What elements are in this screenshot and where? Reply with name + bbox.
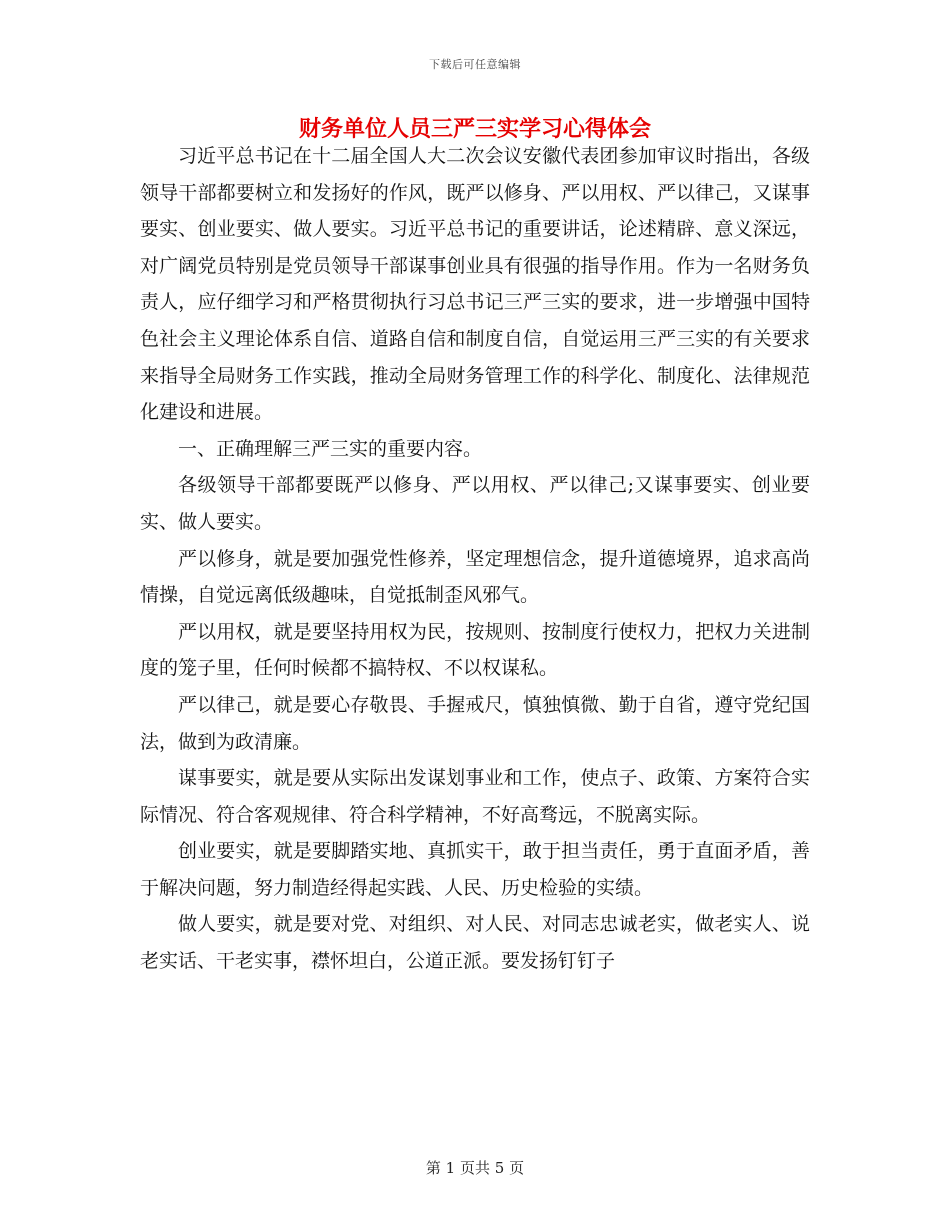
paragraph: 习近平总书记在十二届全国人大二次会议安徽代表团参加审议时指出，各级领导干部都要树立和发扬好的作风，既严以修身、严以用权、严以律己，又谋事要实、创业要实、做人要实。习近平总书记的重要讲话，论述精辟、意义深远，对广阔党员特别是党员领导干部谋事创业具有很强的指导作用。作为一名财务负责人，应仔细学习和严格贯彻执行习总书记三严三实的要求，进一步增强中国特色社会主义理论体系自信、道路自信和制度自信，自觉运用三严三实的有关要求来指导全局财务工作实践，推动全局财务管理工作的科学化、制度化、法律规范化建设和进展。 <box>140 145 810 424</box>
paragraph: 谋事要实，就是要从实际出发谋划事业和工作，使点子、政策、方案符合实际情况、符合客观规律、符合科学精神，不好高骛远，不脱离实际。 <box>140 767 810 826</box>
paragraph: 严以律己，就是要心存敬畏、手握戒尺，慎独慎微、勤于自省，遵守党纪国法，做到为政清廉。 <box>140 693 810 753</box>
paragraph: 创业要实，就是要脚踏实地、真抓实干，敢于担当责任，勇于直面矛盾，善于解决问题，努力制造经得起实践、人民、历史检验的实绩。 <box>140 840 810 899</box>
paragraph: 严以修身，就是要加强党性修养，坚定理想信念，提升道德境界，追求高尚情操，自觉远离低级趣味，自觉抵制歪风邪气。 <box>140 547 810 607</box>
paragraph: 各级领导干部都要既严以修身、严以用权、严以律己;又谋事要实、创业要实、做人要实。 <box>140 474 810 533</box>
page-indicator: 第 1 页共 5 页 <box>425 1159 525 1177</box>
section-heading: 一、正确理解三严三实的重要内容。 <box>178 437 483 460</box>
paragraph: 做人要实，就是要对党、对组织、对人民、对同志忠诚老实，做老实人、说老实话、干老实事，襟怀坦白，公道正派。要发扬钉钉子 <box>140 913 810 973</box>
document-title: 财务单位人员三严三实学习心得体会 <box>298 116 651 142</box>
header-note: 下载后可任意编辑 <box>429 58 521 71</box>
paragraph: 严以用权，就是要坚持用权为民，按规则、按制度行使权力，把权力关进制度的笼子里，任何时候都不搞特权、不以权谋私。 <box>140 620 810 680</box>
document-body <box>140 138 810 980</box>
